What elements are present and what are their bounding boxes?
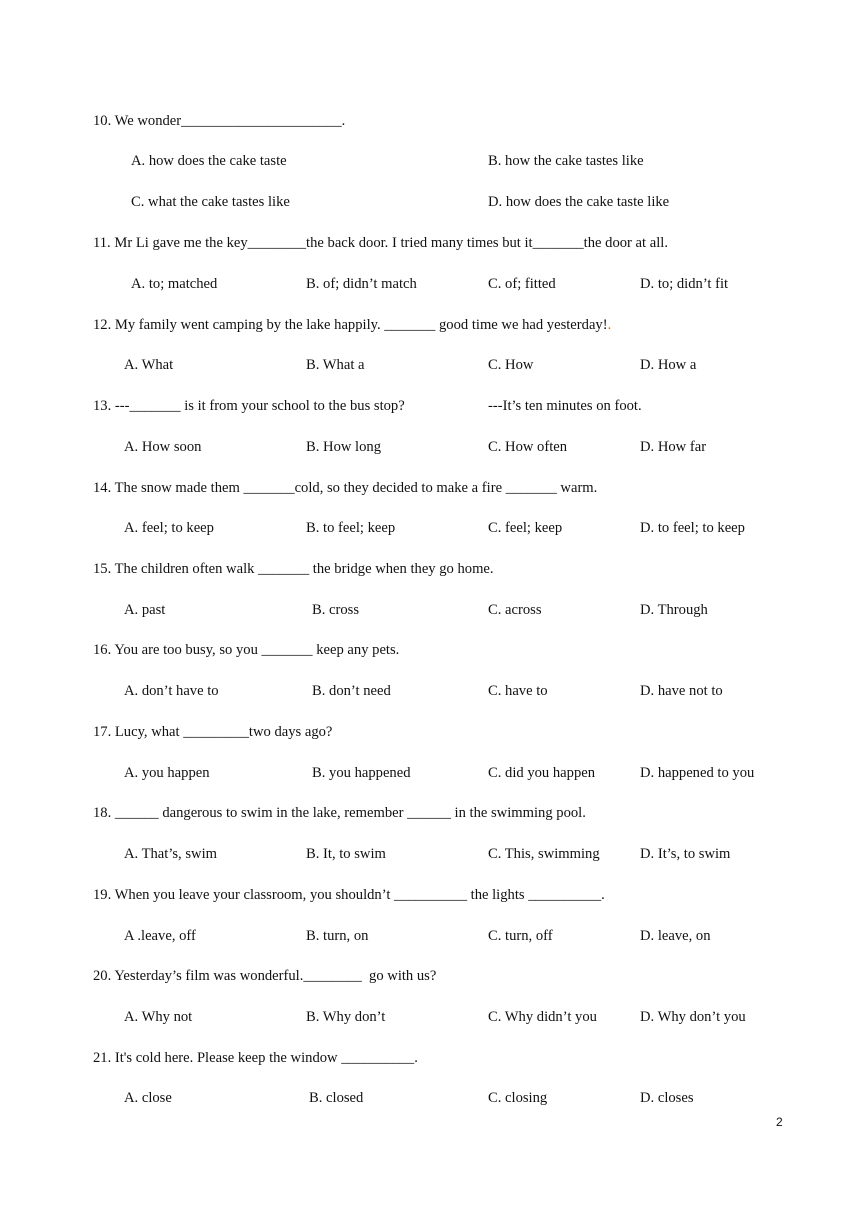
question-17-option-a: A. you happen	[124, 765, 210, 781]
question-14-option-d: D. to feel; to keep	[640, 520, 745, 536]
question-16-stem: 16. You are too busy, so you _______ keep any pets.	[93, 642, 400, 658]
question-21-option-b: B. closed	[309, 1090, 364, 1106]
question-13-option-d: D. How far	[640, 439, 707, 455]
question-17-option-d: D. happened to you	[640, 765, 755, 781]
question-19-option-a: A .leave, off	[124, 928, 196, 944]
question-11-option-d: D. to; didn’t fit	[640, 276, 729, 292]
question-18-option-b: B. It, to swim	[306, 846, 386, 862]
question-14-stem: 14. The snow made them _______cold, so they decided to make a fire _______ warm.	[93, 480, 598, 496]
question-20-stem: 20. Yesterday’s film was wonderful.________ go with us?	[93, 968, 437, 984]
question-18-stem: 18. ______ dangerous to swim in the lake, remember ______ in the swimming pool.	[93, 805, 586, 821]
question-18-option-c: C. This, swimming	[488, 846, 600, 862]
question-16-option-d: D. have not to	[640, 683, 723, 699]
question-15-option-d: D. Through	[640, 602, 708, 618]
question-18-option-d: D. It’s, to swim	[640, 846, 731, 862]
question-14-option-c: C. feel; keep	[488, 520, 563, 536]
question-13-option-b: B. How long	[306, 439, 381, 455]
question-11-option-a: A. to; matched	[131, 276, 218, 292]
question-15-option-b: B. cross	[312, 602, 360, 618]
question-21-option-c: C. closing	[488, 1090, 548, 1106]
question-19-option-d: D. leave, on	[640, 928, 711, 944]
question-10-option-c: C. what the cake tastes like	[131, 194, 290, 210]
question-12-stem: 12. My family went camping by the lake happily. _______ good time we had yesterday!	[93, 317, 608, 333]
question-12-option-b: B. What a	[306, 357, 365, 373]
question-15-stem: 15. The children often walk _______ the bridge when they go home.	[93, 561, 494, 577]
question-18-option-a: A. That’s, swim	[124, 846, 217, 862]
question-19-stem: 19. When you leave your classroom, you shouldn’t __________ the lights __________.	[93, 887, 605, 903]
question-20-option-b: B. Why don’t	[306, 1009, 386, 1025]
question-12-option-c: C. How	[488, 357, 534, 373]
question-12-stem-line	[93, 316, 611, 334]
question-12-option-d: D. How a	[640, 357, 697, 373]
question-11-stem: 11. Mr Li gave me the key________the back door. I tried many times but it_______the door at all.	[93, 235, 668, 251]
page-number: 2	[776, 1115, 783, 1129]
question-19-option-b: B. turn, on	[306, 928, 369, 944]
question-13-stem: 13. ---_______ is it from your school to the bus stop?	[93, 398, 405, 414]
question-21-stem: 21. It's cold here. Please keep the window __________.	[93, 1050, 418, 1066]
question-14-option-b: B. to feel; keep	[306, 520, 396, 536]
question-12-option-a: A. What	[124, 357, 174, 373]
question-13-option-c: C. How often	[488, 439, 568, 455]
question-12-stem-tail: .	[607, 317, 612, 333]
question-10-option-a: A. how does the cake taste	[131, 153, 287, 169]
question-10-option-d: D. how does the cake taste like	[488, 194, 670, 210]
question-20-option-c: C. Why didn’t you	[488, 1009, 597, 1025]
question-13-answer-prompt: ---It’s ten minutes on foot.	[488, 398, 642, 414]
question-11-option-c: C. of; fitted	[488, 276, 556, 292]
question-20-option-d: D. Why don’t you	[640, 1009, 746, 1025]
question-15-option-c: C. across	[488, 602, 542, 618]
question-21-option-a: A. close	[124, 1090, 172, 1106]
question-16-option-c: C. have to	[488, 683, 548, 699]
question-17-option-c: C. did you happen	[488, 765, 596, 781]
question-10-stem: 10. We wonder______________________.	[93, 113, 346, 129]
question-10-option-b: B. how the cake tastes like	[488, 153, 644, 169]
question-13-option-a: A. How soon	[124, 439, 202, 455]
question-19-option-c: C. turn, off	[488, 928, 553, 944]
question-16-option-a: A. don’t have to	[124, 683, 219, 699]
question-21-option-d: D. closes	[640, 1090, 694, 1106]
question-17-option-b: B. you happened	[312, 765, 411, 781]
question-11-option-b: B. of; didn’t match	[306, 276, 417, 292]
question-16-option-b: B. don’t need	[312, 683, 391, 699]
question-15-option-a: A. past	[124, 602, 166, 618]
question-14-option-a: A. feel; to keep	[124, 520, 214, 536]
question-17-stem: 17. Lucy, what _________two days ago?	[93, 724, 333, 740]
question-20-option-a: A. Why not	[124, 1009, 193, 1025]
